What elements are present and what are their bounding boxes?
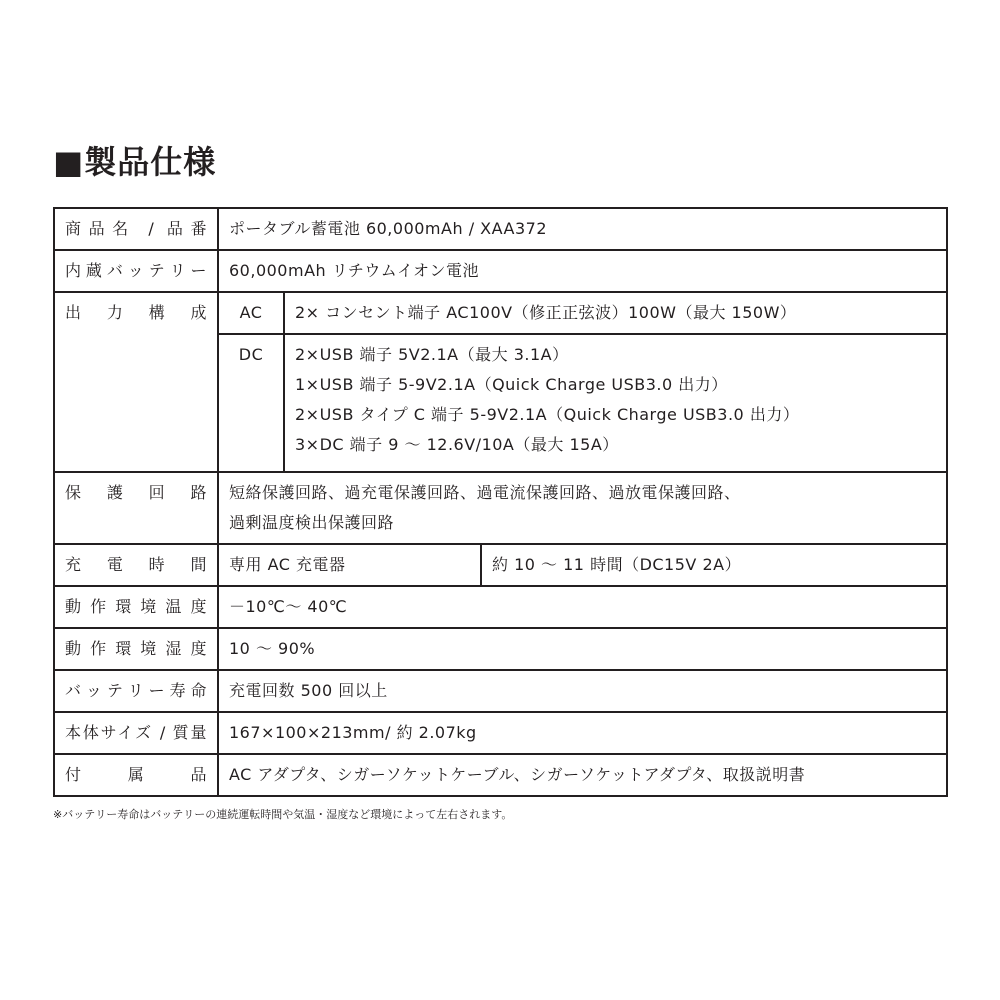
dc-line: 1×USB 端子 5-9V2.1A（Quick Charge USB3.0 出力） bbox=[295, 375, 728, 394]
label-temp: 動作環境温度 bbox=[54, 586, 218, 628]
label-life: バッテリー寿命 bbox=[54, 670, 218, 712]
label-product: 商品名 / 品番 bbox=[54, 208, 218, 250]
value-temp: －10℃～ 40℃ bbox=[218, 586, 947, 628]
row-charge bbox=[54, 544, 947, 586]
label-output: 出 力 構 成 bbox=[54, 292, 218, 472]
dc-line: 2×USB 端子 5V2.1A（最大 3.1A） bbox=[295, 345, 569, 364]
value-dc bbox=[284, 334, 947, 472]
row-humidity bbox=[54, 628, 947, 670]
protection-line: 過剰温度検出保護回路 bbox=[229, 513, 395, 532]
dc-line: 2×USB タイプ C 端子 5-9V2.1A（Quick Charge USB3.0 出力） bbox=[295, 405, 800, 424]
value-charge-time: 約 10 ～ 11 時間（DC15V 2A） bbox=[481, 544, 947, 586]
spec-table bbox=[53, 207, 948, 797]
row-size bbox=[54, 712, 947, 754]
footnote: ※バッテリー寿命はバッテリーの連続運転時間や気温・湿度など環境によって左右されます。 bbox=[53, 808, 513, 821]
label-accessories: 付 属 品 bbox=[54, 754, 218, 796]
value-charger: 専用 AC 充電器 bbox=[218, 544, 481, 586]
row-battery bbox=[54, 250, 947, 292]
value-product: ポータブル蓄電池 60,000mAh / XAA372 bbox=[218, 208, 947, 250]
label-dc: DC bbox=[218, 334, 284, 472]
label-battery: 内蔵バッテリー bbox=[54, 250, 218, 292]
value-life: 充電回数 500 回以上 bbox=[218, 670, 947, 712]
label-protection: 保 護 回 路 bbox=[54, 472, 218, 544]
label-size: 本体サイズ / 質量 bbox=[54, 712, 218, 754]
value-humidity: 10 ～ 90% bbox=[218, 628, 947, 670]
value-accessories: AC アダプタ、シガーソケットケーブル、シガーソケットアダプタ、取扱説明書 bbox=[218, 754, 947, 796]
value-size: 167×100×213mm/ 約 2.07kg bbox=[218, 712, 947, 754]
label-charge: 充 電 時 間 bbox=[54, 544, 218, 586]
protection-line: 短絡保護回路、過充電保護回路、過電流保護回路、過放電保護回路、 bbox=[229, 483, 741, 502]
page-title: ■製品仕様 bbox=[53, 143, 217, 181]
value-protection bbox=[218, 472, 947, 544]
value-battery: 60,000mAh リチウムイオン電池 bbox=[218, 250, 947, 292]
label-ac: AC bbox=[218, 292, 284, 334]
row-output-ac bbox=[54, 292, 947, 334]
row-product bbox=[54, 208, 947, 250]
row-temp bbox=[54, 586, 947, 628]
dc-line: 3×DC 端子 9 ～ 12.6V/10A（最大 15A） bbox=[295, 435, 619, 454]
label-humidity: 動作環境湿度 bbox=[54, 628, 218, 670]
row-accessories bbox=[54, 754, 947, 796]
row-protection bbox=[54, 472, 947, 544]
row-life bbox=[54, 670, 947, 712]
value-ac: 2× コンセント端子 AC100V（修正正弦波）100W（最大 150W） bbox=[284, 292, 947, 334]
